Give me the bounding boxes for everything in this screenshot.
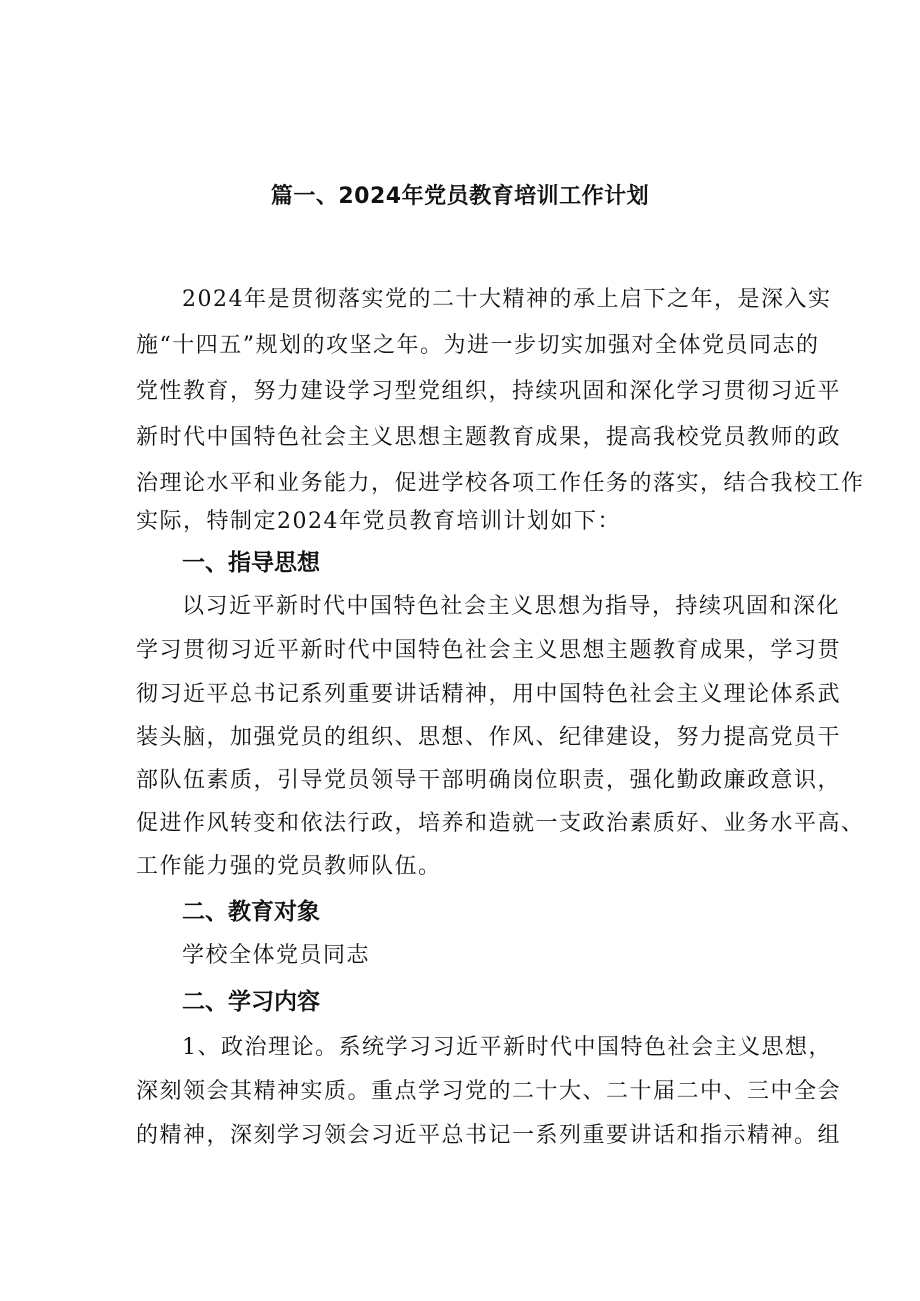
- intro-line-6: 实际，特制定2024年党员教育培训计划如下：: [136, 509, 621, 534]
- section3-line-2: 深刻领会其精神实质。重点学习党的二十大、二十届二中、三中全会: [136, 1079, 842, 1104]
- section1-line-2: 学习贯彻习近平新时代中国特色社会主义思想主题教育成果，学习贯: [136, 638, 842, 663]
- section1-line-6: 促进作风转变和依法行政，培养和造就一支政治素质好、业务水平高、: [136, 811, 865, 836]
- section1-line-7: 工作能力强的党员教师队伍。: [136, 854, 442, 879]
- intro-line-1: 2024年是贯彻落实党的二十大精神的承上启下之年，是深入实: [182, 287, 832, 312]
- intro-line-5: 治理论水平和业务能力，促进学校各项工作任务的落实，结合我校工作: [136, 471, 865, 496]
- section3-line-1: 1、政治理论。系统学习习近平新时代中国特色社会主义思想，: [182, 1035, 832, 1060]
- section1-line-1: 以习近平新时代中国特色社会主义思想为指导，持续巩固和深化: [182, 594, 841, 619]
- section-heading-study-content: 二、学习内容: [182, 989, 320, 1015]
- intro-line-4: 新时代中国特色社会主义思想主题教育成果，提高我校党员教师的政: [136, 425, 842, 450]
- section1-line-4: 装头脑，加强党员的组织、思想、作风、纪律建设，努力提高党员干: [136, 725, 842, 750]
- section1-line-5: 部队伍素质，引导党员领导干部明确岗位职责，强化勤政廉政意识，: [136, 768, 842, 793]
- document-title: 篇一、2024年党员教育培训工作计划: [270, 184, 650, 209]
- section-heading-education-target: 二、教育对象: [182, 899, 320, 925]
- section1-line-3: 彻习近平总书记系列重要讲话精神，用中国特色社会主义理论体系武: [136, 682, 842, 707]
- intro-line-2: 施“十四五”规划的攻坚之年。为进一步切实加强对全体党员同志的: [136, 333, 820, 358]
- intro-line-3: 党性教育，努力建设学习型党组织，持续巩固和深化学习贯彻习近平: [136, 379, 842, 404]
- section2-line-1: 学校全体党员同志: [182, 943, 371, 968]
- section3-line-3: 的精神，深刻学习领会习近平总书记一系列重要讲话和指示精神。组: [136, 1123, 842, 1148]
- section-heading-guiding-ideology: 一、指导思想: [182, 550, 320, 576]
